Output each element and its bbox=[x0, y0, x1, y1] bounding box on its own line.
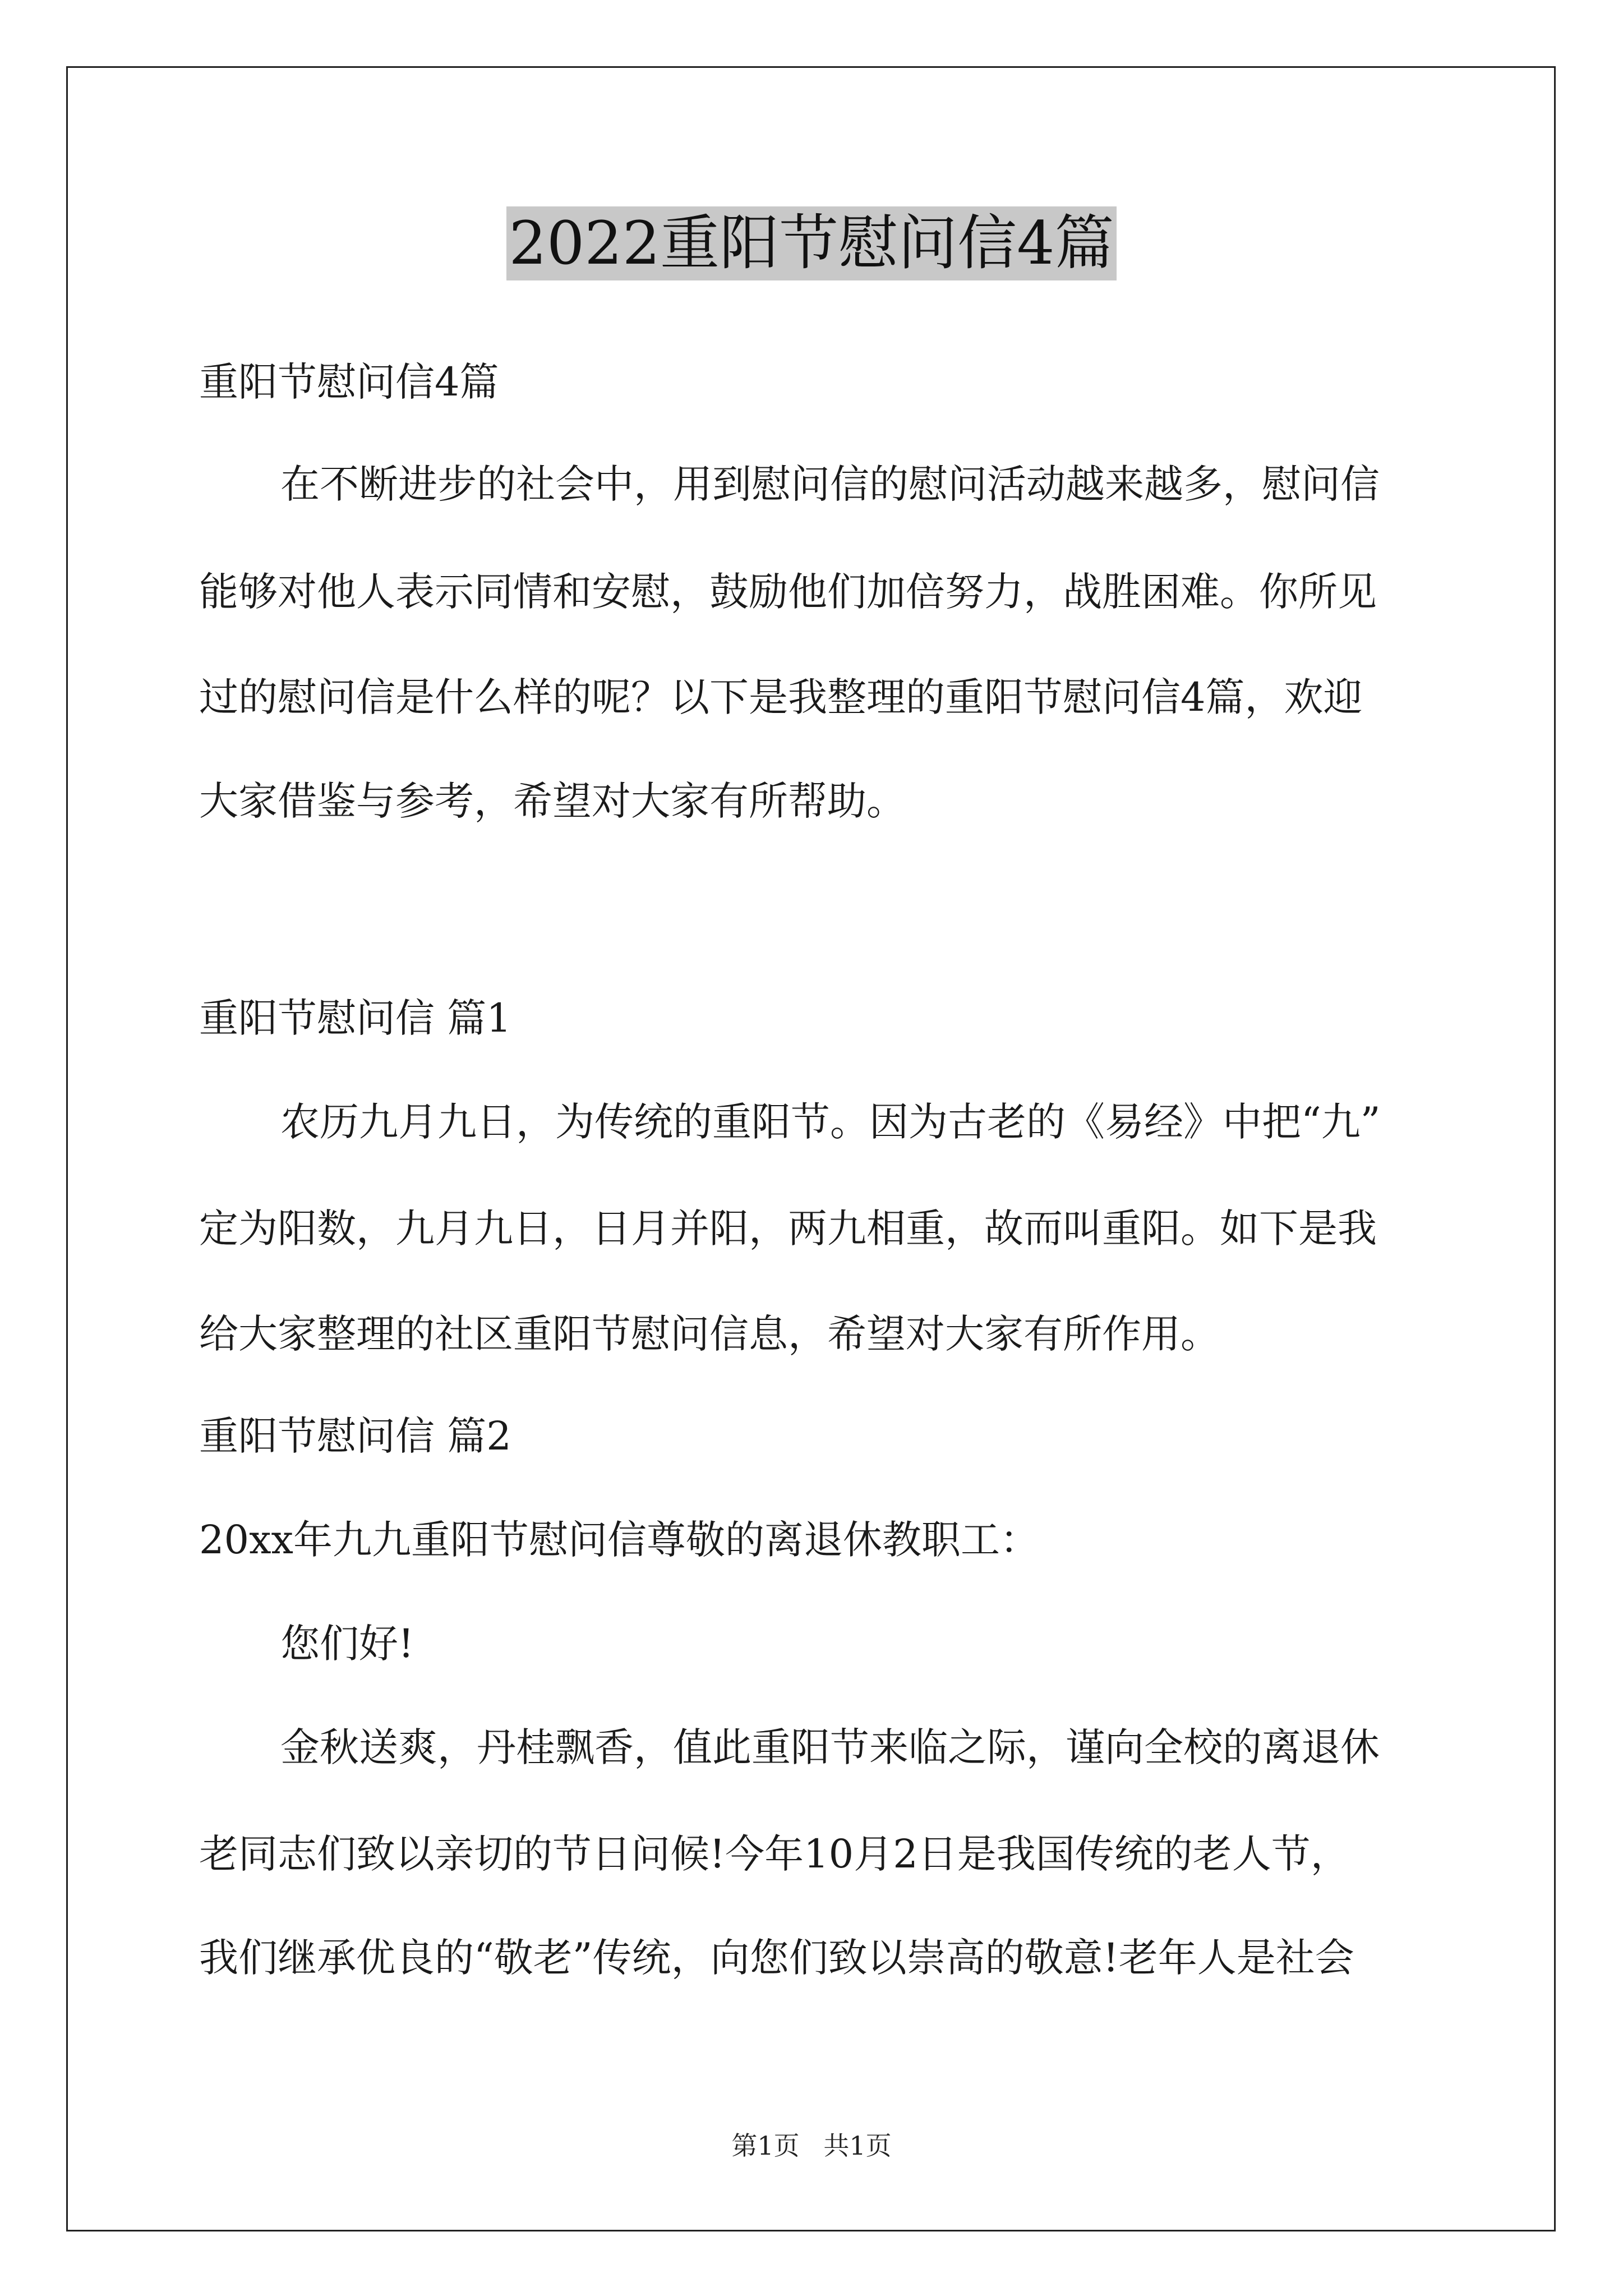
paragraph-line: 在不断进步的社会中，用到慰问信的慰问活动越来越多，慰问信 bbox=[280, 461, 1380, 507]
page-current: 第1页 bbox=[731, 2131, 800, 2161]
paragraph-line: 农历九月九日，为传统的重阳节。因为古老的《易经》中把“九” bbox=[280, 1099, 1381, 1145]
greeting: 您们好! bbox=[280, 1621, 414, 1667]
paragraph-line: 老同志们致以亲切的节日问候!今年10月2日是我国传统的老人节， bbox=[199, 1831, 1350, 1877]
letter-header: 20xx年九九重阳节慰问信尊敬的离退休教职工： bbox=[199, 1517, 1040, 1563]
section-heading-1: 重阳节慰问信 篇1 bbox=[199, 995, 511, 1041]
paragraph-line: 定为阳数，九月九日，日月并阳，两九相重，故而叫重阳。如下是我 bbox=[199, 1205, 1377, 1251]
page-total: 共1页 bbox=[823, 2131, 892, 2161]
paragraph-line: 我们继承优良的“敬老”传统，向您们致以崇高的敬意!老年人是社会 bbox=[199, 1935, 1354, 1981]
section-heading-2: 重阳节慰问信 篇2 bbox=[199, 1413, 511, 1459]
intro-heading: 重阳节慰问信4篇 bbox=[199, 359, 499, 405]
paragraph-line: 过的慰问信是什么样的呢？以下是我整理的重阳节慰问信4篇，欢迎 bbox=[199, 674, 1363, 720]
paragraph-line: 金秋送爽，丹桂飘香，值此重阳节来临之际，谨向全校的离退休 bbox=[280, 1724, 1380, 1770]
page-footer bbox=[0, 2129, 1623, 2162]
paragraph-line: 给大家整理的社区重阳节慰问信息，希望对大家有所作用。 bbox=[199, 1311, 1220, 1357]
paragraph-line: 大家借鉴与参考，希望对大家有所帮助。 bbox=[199, 778, 906, 824]
title-container bbox=[0, 206, 1623, 280]
document-title: 2022重阳节慰问信4篇 bbox=[506, 206, 1116, 280]
paragraph-line: 能够对他人表示同情和安慰，鼓励他们加倍努力，战胜困难。你所见 bbox=[199, 569, 1377, 615]
